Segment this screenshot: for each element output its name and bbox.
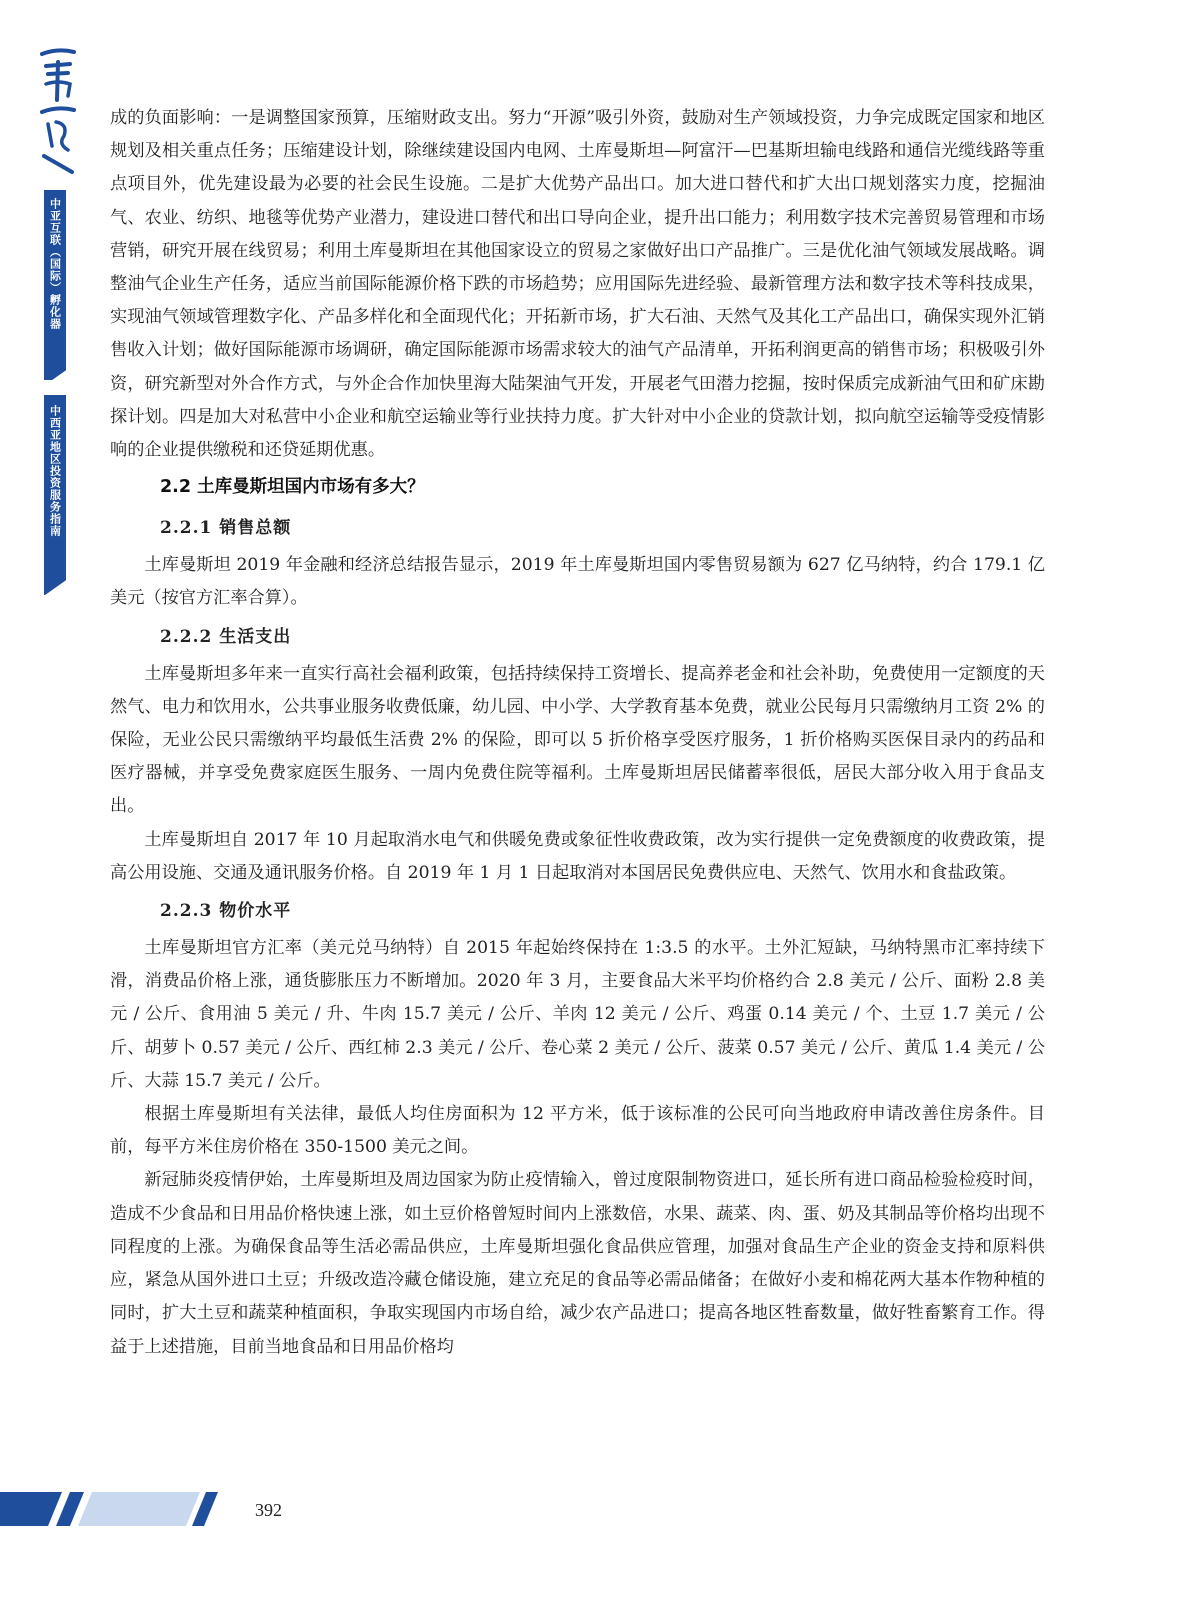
- paragraph-sales: 土库曼斯坦 2019 年金融和经济总结报告显示，2019 年土库曼斯坦国内零售贸易额为 627 亿马纳特，约合 179.1 亿美元（按官方汇率合算）。: [110, 555, 1045, 609]
- sidebar-band-guide: [44, 395, 66, 595]
- belt-road-logo: [38, 40, 78, 175]
- footer-stripes-icon: [0, 1488, 240, 1528]
- paragraph-welfare: 土库曼斯坦多年来一直实行高社会福利政策，包括持续保持工资增长、提高养老金和社会补助，免费使用一定额度的天然气、电力和饮用水，公共事业服务收费低廉，幼儿园、中小学、大学教育基本免费，就业公民每月只需缴纳月工资 2% 的保险，无业公民只需缴纳平均最低生活费 2% 的保险，即可以 5 折价格享受医疗服务，1 折价格购买医保目录内的药品和医疗器械，并享受免费家庭医生服务、一周内免费住院等福利。土库曼斯坦居民储蓄率很低，居民大部分收入用于食品支出。: [110, 663, 1045, 817]
- belt-road-logo-icon: [38, 40, 78, 175]
- page-number: 392: [255, 1500, 282, 1520]
- paragraph-policy: 成的负面影响：一是调整国家预算，压缩财政支出。努力“开源”吸引外资，鼓励对生产领域投资，力争完成既定国家和地区规划及相关重点任务；压缩建设计划，除继续建设国内电网、土库曼斯坦—阿富汗—巴基斯坦输电线路和通信光缆线路等重点项目外，优先建设最为必要的社会民生设施。二是扩大优势产品出口。加大进口替代和扩大出口规划落实力度，挖掘油气、农业、纺织、地毯等优势产业潜力，建设进口替代和出口导向企业，提升出口能力；利用数字技术完善贸易管理和市场营销，研究开展在线贸易；利用土库曼斯坦在其他国家设立的贸易之家做好出口产品推广。三是优化油气领域发展战略。调整油气企业生产任务，适应当前国际能源价格下跌的市场趋势；应用国际先进经验、最新管理方法和数字技术等科技成果，实现油气领域管理数字化、产品多样化和全面现代化；开拓新市场，扩大石油、天然气及其化工产品出口，确保实现外汇销售收入计划；做好国际能源市场调研，确定国际能源市场需求较大的油气产品清单，开拓利润更高的销售市场；积极吸引外资，研究新型对外合作方式，与外企合作加快里海大陆架油气开发，开展老气田潜力挖掘，按时保质完成新油气田和矿床勘探计划。四是加大对私营中小企业和航空运输业等行业扶持力度。扩大针对中小企业的贷款计划，拟向航空运输等受疫情影响的企业提供缴税和还贷延期优惠。: [110, 108, 1045, 461]
- subsection-heading-sales: 2.2.1 销售总额: [160, 518, 292, 539]
- sidebar-band-incubator: [44, 190, 66, 380]
- paragraph-housing: 根据土库曼斯坦有关法律，最低人均住房面积为 12 平方米，低于该标准的公民可向当地政府申请改善住房条件。目前，每平方米住房价格在 350-1500 美元之间。: [110, 1104, 1045, 1158]
- sidebar: [38, 40, 78, 600]
- sidebar-band-guide-text: 中西亚地区投资服务指南: [48, 405, 62, 537]
- footer-stripes: [0, 1488, 240, 1528]
- paragraph-utility-fees: 土库曼斯坦自 2017 年 10 月起取消水电气和供暖免费或象征性收费政策，改为实行提供一定免费额度的收费政策，提高公用设施、交通及通讯服务价格。自 2019 年 1 月 1 日起取消对本国居民免费供应电、天然气、饮用水和食盐政策。: [110, 829, 1045, 883]
- main-content: [110, 102, 1045, 1364]
- paragraph-covid-measures: 新冠肺炎疫情伊始，土库曼斯坦及周边国家为防止疫情输入，曾过度限制物资进口，延长所有进口商品检验检疫时间，造成不少食品和日用品价格快速上涨，如土豆价格曾短时间内上涨数倍，水果、蔬菜、肉、蛋、奶及其制品等价格均出现不同程度的上涨。为确保食品等生活必需品供应，土库曼斯坦强化食品供应管理，加强对食品生产企业的资金支持和原料供应，紧急从国外进口土豆；升级改造冷藏仓储设施，建立充足的食品等必需品储备；在做好小麦和棉花两大基本作物种植的同时，扩大土豆和蔬菜种植面积，争取实现国内市场自给，减少农产品进口；提高各地区牲畜数量，做好牲畜繁育工作。得益于上述措施，目前当地食品和日用品价格均: [110, 1170, 1045, 1357]
- subsection-heading-price-level: 2.2.3 物价水平: [160, 901, 292, 922]
- subsection-heading-living-expenses: 2.2.2 生活支出: [160, 626, 292, 647]
- section-heading-market-size: 2.2 土库曼斯坦国内市场有多大？: [160, 477, 425, 498]
- sidebar-band-incubator-text: 中亚互联（国际）孵化器: [48, 198, 62, 330]
- paragraph-exchange-prices: 土库曼斯坦官方汇率（美元兑马纳特）自 2015 年起始终保持在 1:3.5 的水平。土外汇短缺，马纳特黑市汇率持续下滑，消费品价格上涨，通货膨胀压力不断增加。2020 年 3 月，主要食品大米平均价格约合 2.8 美元 / 公斤、面粉 2.8 美元 / 公斤、食用油 5 美元 / 升、牛肉 15.7 美元 / 公斤、羊肉 12 美元 / 公斤、鸡蛋 0.14 美元 / 个、土豆 1.7 美元 / 公斤、胡萝卜 0.57 美元 / 公斤、西红柿 2.3 美元 / 公斤、卷心菜 2 美元 / 公斤、菠菜 0.57 美元 / 公斤、黄瓜 1.4 美元 / 公斤、大蒜 15.7 美元 / 公斤。: [110, 938, 1045, 1091]
